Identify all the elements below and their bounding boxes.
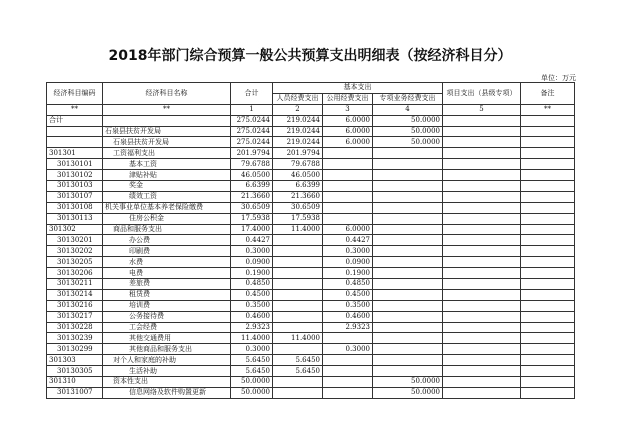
cell-code: 30130211 xyxy=(47,279,103,290)
cell-name: 办公费 xyxy=(103,235,231,246)
cell-code: 30130239 xyxy=(47,333,103,344)
cell-public: 0.3000 xyxy=(323,344,373,355)
cell-project xyxy=(443,137,521,148)
cell-public: 6.0000 xyxy=(323,224,373,235)
table-row xyxy=(47,333,575,344)
cell-project xyxy=(443,181,521,192)
cell-special xyxy=(373,300,443,311)
table-row xyxy=(47,377,575,388)
cell-note xyxy=(521,257,575,268)
cell-note xyxy=(521,289,575,300)
cell-special xyxy=(373,289,443,300)
cell-name: 绩效工资 xyxy=(103,191,231,202)
cell-name: 水费 xyxy=(103,257,231,268)
table-row xyxy=(47,126,575,137)
cell-note xyxy=(521,181,575,192)
cell-project xyxy=(443,235,521,246)
cell-name: 住房公积金 xyxy=(103,213,231,224)
cell-project xyxy=(443,126,521,137)
cell-project xyxy=(443,224,521,235)
table-row xyxy=(47,289,575,300)
cell-project xyxy=(443,377,521,388)
cell-special xyxy=(373,246,443,257)
cell-project xyxy=(443,191,521,202)
table-row xyxy=(47,311,575,322)
cell-total: 50.0000 xyxy=(231,387,273,398)
cell-project xyxy=(443,159,521,170)
cell-total: 5.6450 xyxy=(231,355,273,366)
cell-special xyxy=(373,224,443,235)
table-row xyxy=(47,322,575,333)
cell-note xyxy=(521,300,575,311)
cell-total: 0.4850 xyxy=(231,279,273,290)
cell-special: 50.0000 xyxy=(373,115,443,126)
cell-note xyxy=(521,159,575,170)
cell-name: 机关事业单位基本养老保险缴费 xyxy=(103,202,231,213)
header-note: 备注 xyxy=(521,83,575,105)
index-cell: 5 xyxy=(443,104,521,115)
cell-project xyxy=(443,366,521,377)
cell-personnel xyxy=(273,257,323,268)
cell-note xyxy=(521,387,575,398)
cell-name: 租赁费 xyxy=(103,289,231,300)
cell-total: 11.4000 xyxy=(231,333,273,344)
cell-total: 275.0244 xyxy=(231,126,273,137)
cell-note xyxy=(521,311,575,322)
cell-personnel: 11.4000 xyxy=(273,224,323,235)
cell-personnel: 11.4000 xyxy=(273,333,323,344)
cell-project xyxy=(443,115,521,126)
cell-personnel: 219.0244 xyxy=(273,115,323,126)
cell-code: 30130113 xyxy=(47,213,103,224)
table-row xyxy=(47,148,575,159)
cell-public: 0.4850 xyxy=(323,279,373,290)
cell-personnel: 17.5938 xyxy=(273,213,323,224)
cell-personnel: 6.6399 xyxy=(273,181,323,192)
cell-note xyxy=(521,279,575,290)
header-total: 合计 xyxy=(231,83,273,105)
header-public: 公用经费支出 xyxy=(323,93,373,104)
cell-note xyxy=(521,202,575,213)
index-cell: ** xyxy=(103,104,231,115)
cell-code: 30130305 xyxy=(47,366,103,377)
cell-public xyxy=(323,213,373,224)
cell-project xyxy=(443,322,521,333)
table-row xyxy=(47,387,575,398)
table-body xyxy=(47,115,575,398)
cell-public: 6.0000 xyxy=(323,126,373,137)
cell-special xyxy=(373,191,443,202)
cell-personnel: 5.6450 xyxy=(273,355,323,366)
cell-code: 301302 xyxy=(47,224,103,235)
header-project: 项目支出（县级专项） xyxy=(443,83,521,105)
cell-personnel xyxy=(273,377,323,388)
cell-code: 30130201 xyxy=(47,235,103,246)
header-name: 经济科目名称 xyxy=(103,83,231,105)
table-row xyxy=(47,181,575,192)
cell-project xyxy=(443,279,521,290)
cell-public: 2.9323 xyxy=(323,322,373,333)
cell-public xyxy=(323,148,373,159)
cell-project xyxy=(443,213,521,224)
cell-note xyxy=(521,213,575,224)
cell-project xyxy=(443,311,521,322)
cell-total: 21.3660 xyxy=(231,191,273,202)
cell-note xyxy=(521,191,575,202)
table-row xyxy=(47,202,575,213)
cell-project xyxy=(443,202,521,213)
cell-personnel xyxy=(273,235,323,246)
cell-note xyxy=(521,268,575,279)
cell-note xyxy=(521,333,575,344)
unit-label: 单位：万元 xyxy=(541,74,576,82)
cell-public xyxy=(323,366,373,377)
cell-total: 0.3000 xyxy=(231,246,273,257)
cell-public: 0.1900 xyxy=(323,268,373,279)
cell-name: 信息网络及软件购置更新 xyxy=(103,387,231,398)
index-row xyxy=(47,104,575,115)
cell-total: 0.1900 xyxy=(231,268,273,279)
cell-public: 6.0000 xyxy=(323,115,373,126)
cell-name: 差旅费 xyxy=(103,279,231,290)
cell-note xyxy=(521,322,575,333)
cell-personnel xyxy=(273,387,323,398)
cell-special xyxy=(373,355,443,366)
cell-special xyxy=(373,213,443,224)
cell-code: 30130101 xyxy=(47,159,103,170)
cell-name: 对个人和家庭的补助 xyxy=(103,355,231,366)
cell-total: 0.4427 xyxy=(231,235,273,246)
cell-personnel xyxy=(273,289,323,300)
cell-name xyxy=(103,115,231,126)
cell-public xyxy=(323,202,373,213)
table-row xyxy=(47,344,575,355)
budget-table xyxy=(46,82,575,399)
table-row xyxy=(47,355,575,366)
cell-personnel xyxy=(273,344,323,355)
table-row xyxy=(47,246,575,257)
header-basic: 基本支出 xyxy=(273,83,443,94)
index-cell: ** xyxy=(47,104,103,115)
cell-name: 其他商品和服务支出 xyxy=(103,344,231,355)
cell-project xyxy=(443,246,521,257)
cell-public: 0.0900 xyxy=(323,257,373,268)
table-row xyxy=(47,137,575,148)
cell-name: 工资福利支出 xyxy=(103,148,231,159)
cell-total: 50.0000 xyxy=(231,377,273,388)
index-cell: 1 xyxy=(231,104,273,115)
cell-special xyxy=(373,235,443,246)
cell-note xyxy=(521,148,575,159)
cell-project xyxy=(443,300,521,311)
index-cell: ** xyxy=(521,104,575,115)
cell-total: 46.0500 xyxy=(231,170,273,181)
cell-project xyxy=(443,257,521,268)
cell-personnel: 219.0244 xyxy=(273,137,323,148)
cell-name: 石泉县扶贫开发局 xyxy=(103,126,231,137)
cell-note xyxy=(521,246,575,257)
cell-special: 50.0000 xyxy=(373,126,443,137)
cell-personnel xyxy=(273,322,323,333)
cell-total: 0.0900 xyxy=(231,257,273,268)
cell-note xyxy=(521,344,575,355)
cell-special: 50.0000 xyxy=(373,387,443,398)
cell-note xyxy=(521,224,575,235)
table-row xyxy=(47,191,575,202)
cell-code: 30130102 xyxy=(47,170,103,181)
cell-code: 30130108 xyxy=(47,202,103,213)
cell-personnel xyxy=(273,311,323,322)
cell-project xyxy=(443,344,521,355)
cell-note xyxy=(521,137,575,148)
cell-personnel xyxy=(273,268,323,279)
cell-project xyxy=(443,355,521,366)
cell-personnel: 21.3660 xyxy=(273,191,323,202)
cell-name: 奖金 xyxy=(103,181,231,192)
cell-special xyxy=(373,257,443,268)
cell-name: 培训费 xyxy=(103,300,231,311)
cell-code: 30130107 xyxy=(47,191,103,202)
cell-special xyxy=(373,333,443,344)
table-row xyxy=(47,224,575,235)
cell-public: 0.4500 xyxy=(323,289,373,300)
cell-note xyxy=(521,377,575,388)
cell-total: 30.6509 xyxy=(231,202,273,213)
cell-total: 17.5938 xyxy=(231,213,273,224)
cell-public xyxy=(323,159,373,170)
cell-public xyxy=(323,377,373,388)
cell-code: 301310 xyxy=(47,377,103,388)
cell-name: 其他交通费用 xyxy=(103,333,231,344)
cell-personnel: 5.6450 xyxy=(273,366,323,377)
cell-special xyxy=(373,170,443,181)
cell-name: 商品和服务支出 xyxy=(103,224,231,235)
table-row xyxy=(47,268,575,279)
table-row xyxy=(47,159,575,170)
cell-note xyxy=(521,126,575,137)
index-cell: 3 xyxy=(323,104,373,115)
cell-personnel: 30.6509 xyxy=(273,202,323,213)
cell-public xyxy=(323,181,373,192)
cell-name: 印刷费 xyxy=(103,246,231,257)
cell-code: 30130228 xyxy=(47,322,103,333)
cell-personnel xyxy=(273,300,323,311)
cell-code xyxy=(47,126,103,137)
cell-special xyxy=(373,202,443,213)
cell-personnel xyxy=(273,279,323,290)
cell-special xyxy=(373,311,443,322)
cell-public xyxy=(323,191,373,202)
cell-special: 50.0000 xyxy=(373,377,443,388)
index-cell: 4 xyxy=(373,104,443,115)
cell-public: 0.4600 xyxy=(323,311,373,322)
cell-total: 5.6450 xyxy=(231,366,273,377)
cell-total: 2.9323 xyxy=(231,322,273,333)
cell-name: 电费 xyxy=(103,268,231,279)
cell-public: 0.3000 xyxy=(323,246,373,257)
cell-name: 资本性支出 xyxy=(103,377,231,388)
table-row xyxy=(47,279,575,290)
cell-name: 公务接待费 xyxy=(103,311,231,322)
cell-public: 0.4427 xyxy=(323,235,373,246)
cell-total: 201.9794 xyxy=(231,148,273,159)
cell-public xyxy=(323,170,373,181)
cell-personnel: 219.0244 xyxy=(273,126,323,137)
cell-special xyxy=(373,366,443,377)
cell-public xyxy=(323,355,373,366)
header-special: 专项业务经费支出 xyxy=(373,93,443,104)
cell-name: 津贴补贴 xyxy=(103,170,231,181)
cell-special xyxy=(373,344,443,355)
header-personnel: 人员经费支出 xyxy=(273,93,323,104)
cell-name: 石泉县扶贫开发局 xyxy=(103,137,231,148)
cell-personnel: 201.9794 xyxy=(273,148,323,159)
table-row xyxy=(47,115,575,126)
cell-total: 0.3500 xyxy=(231,300,273,311)
cell-special xyxy=(373,159,443,170)
cell-special xyxy=(373,279,443,290)
cell-name: 生活补助 xyxy=(103,366,231,377)
cell-code: 30131007 xyxy=(47,387,103,398)
table-row xyxy=(47,300,575,311)
cell-code: 30130217 xyxy=(47,311,103,322)
cell-note xyxy=(521,235,575,246)
cell-code: 30130202 xyxy=(47,246,103,257)
header-code: 经济科目编码 xyxy=(47,83,103,105)
cell-public: 0.3500 xyxy=(323,300,373,311)
cell-total: 0.4500 xyxy=(231,289,273,300)
cell-code: 30130299 xyxy=(47,344,103,355)
cell-project xyxy=(443,268,521,279)
cell-code: 30130205 xyxy=(47,257,103,268)
cell-personnel xyxy=(273,246,323,257)
cell-total: 275.0244 xyxy=(231,137,273,148)
cell-code: 30130206 xyxy=(47,268,103,279)
cell-total: 79.6788 xyxy=(231,159,273,170)
cell-code: 合计 xyxy=(47,115,103,126)
cell-code xyxy=(47,137,103,148)
cell-special xyxy=(373,148,443,159)
table-row xyxy=(47,235,575,246)
cell-code: 301303 xyxy=(47,355,103,366)
cell-public xyxy=(323,387,373,398)
cell-special xyxy=(373,268,443,279)
cell-code: 30130103 xyxy=(47,181,103,192)
table-row xyxy=(47,366,575,377)
cell-note xyxy=(521,115,575,126)
cell-special xyxy=(373,181,443,192)
index-cell: 2 xyxy=(273,104,323,115)
page-title: 2018年部门综合预算一般公共预算支出明细表（按经济科目分） xyxy=(108,48,512,64)
cell-total: 275.0244 xyxy=(231,115,273,126)
cell-total: 6.6399 xyxy=(231,181,273,192)
cell-code: 30130216 xyxy=(47,300,103,311)
cell-project xyxy=(443,170,521,181)
cell-name: 工会经费 xyxy=(103,322,231,333)
cell-total: 0.4600 xyxy=(231,311,273,322)
cell-public: 6.0000 xyxy=(323,137,373,148)
cell-total: 17.4000 xyxy=(231,224,273,235)
cell-note xyxy=(521,355,575,366)
cell-note xyxy=(521,366,575,377)
cell-special: 50.0000 xyxy=(373,137,443,148)
cell-special xyxy=(373,322,443,333)
table-row xyxy=(47,170,575,181)
cell-personnel: 46.0500 xyxy=(273,170,323,181)
table-row xyxy=(47,257,575,268)
cell-public xyxy=(323,333,373,344)
cell-project xyxy=(443,333,521,344)
cell-project xyxy=(443,289,521,300)
cell-project xyxy=(443,148,521,159)
table-row xyxy=(47,213,575,224)
cell-personnel: 79.6788 xyxy=(273,159,323,170)
cell-code: 301301 xyxy=(47,148,103,159)
cell-project xyxy=(443,387,521,398)
cell-total: 0.3000 xyxy=(231,344,273,355)
cell-note xyxy=(521,170,575,181)
cell-code: 30130214 xyxy=(47,289,103,300)
cell-name: 基本工资 xyxy=(103,159,231,170)
